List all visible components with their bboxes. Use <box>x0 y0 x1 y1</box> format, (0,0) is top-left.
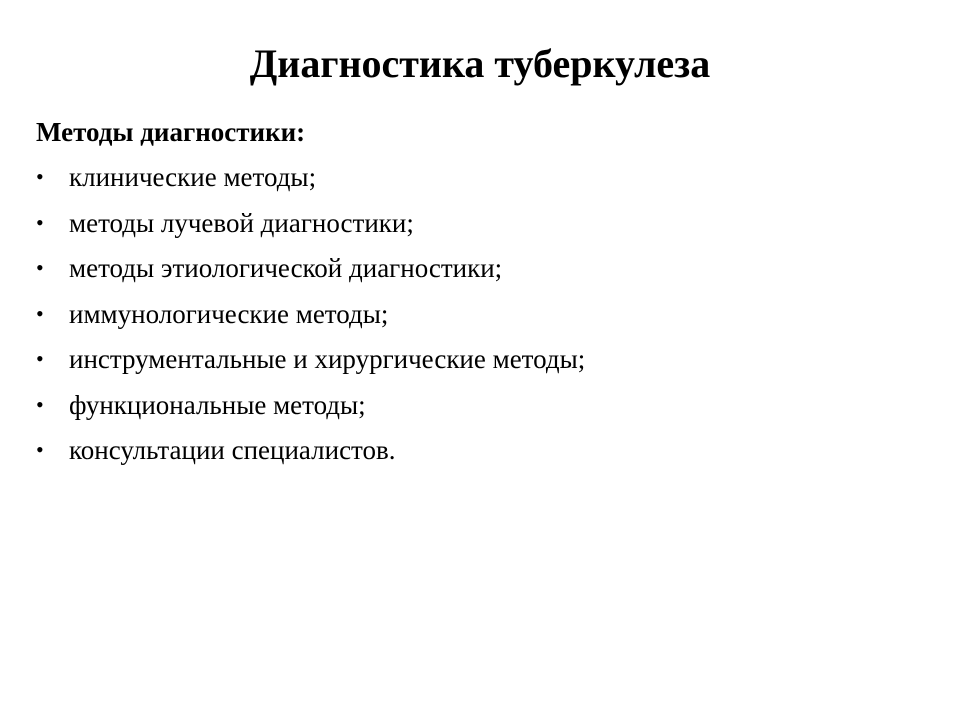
item-text: методы этиологической диагностики; <box>69 253 503 283</box>
list-item <box>36 251 585 297</box>
list-item <box>36 388 585 434</box>
list-item <box>36 297 585 343</box>
list-item <box>36 206 585 252</box>
list-item <box>36 160 585 206</box>
item-text: функциональные методы; <box>69 389 366 420</box>
item-text: методы лучевой диагностики; <box>69 207 414 238</box>
bullet-icon: • <box>36 437 44 462</box>
methods-list <box>36 160 585 479</box>
bullet-icon: • <box>36 209 44 235</box>
item-text: консультации специалистов. <box>69 435 396 465</box>
slide-title: Диагностика туберкулеза <box>249 41 711 86</box>
bullet-icon: • <box>36 391 44 417</box>
bullet-icon: • <box>36 164 44 189</box>
bullet-icon: • <box>36 300 44 326</box>
list-item <box>36 433 585 479</box>
bullet-icon: • <box>36 346 44 371</box>
bullet-icon: • <box>36 255 44 280</box>
item-text: клинические методы; <box>69 162 317 192</box>
subtitle: Методы диагностики: <box>36 117 306 147</box>
item-text: инструментальные и хирургические методы; <box>69 344 586 374</box>
list-item <box>36 342 585 388</box>
item-text: иммунологические методы; <box>69 298 389 329</box>
